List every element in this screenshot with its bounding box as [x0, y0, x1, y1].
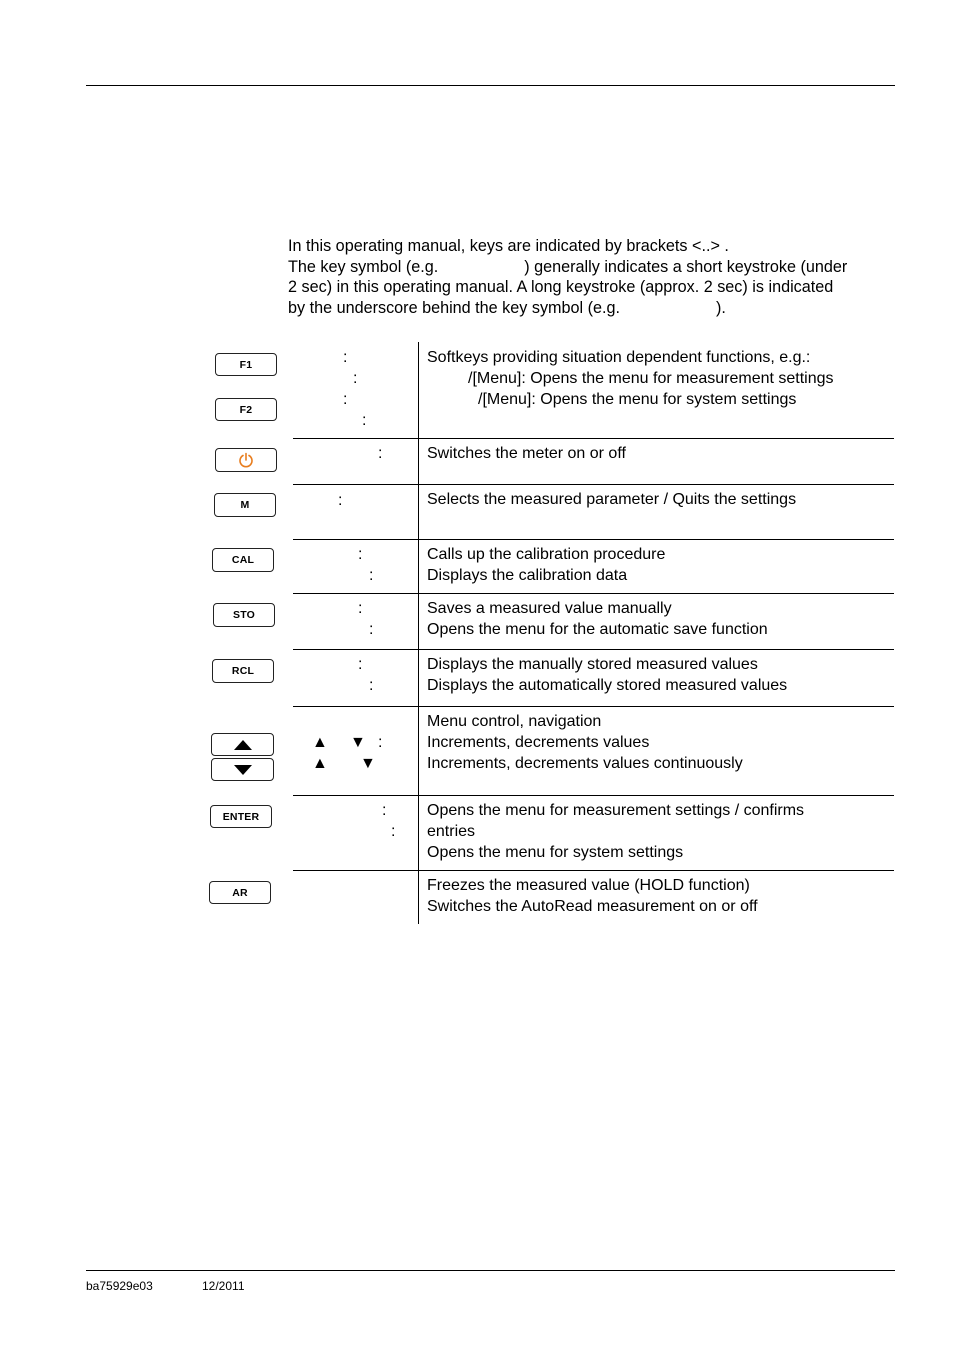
enter-description [427, 800, 889, 863]
m-description [427, 489, 889, 510]
desc-line: Increments, decrements values continuously [427, 755, 743, 772]
colon-marker: : [358, 600, 363, 617]
desc-line: Displays the manually stored measured values [427, 656, 758, 673]
desc-line: Calls up the calibration procedure [427, 546, 666, 563]
ar-key[interactable]: AR [209, 881, 271, 904]
desc-line: Opens the menu for the automatic save function [427, 621, 768, 638]
f2-key[interactable]: F2 [215, 398, 277, 421]
intro-line-4 [288, 298, 898, 319]
colon-marker: : [353, 370, 358, 387]
intro-line-1: In this operating manual, keys are indicated by brackets <..> . [288, 237, 729, 255]
colon-marker: : [343, 391, 348, 408]
intro-line-2a: The key symbol (e.g. [288, 257, 439, 276]
desc-line: Displays the calibration data [427, 567, 628, 584]
desc-line: entries [427, 823, 476, 840]
colon-marker: : [369, 621, 374, 638]
sto-description [427, 598, 889, 640]
enter-key[interactable]: ENTER [210, 805, 272, 828]
desc-line: Menu control, navigation [427, 713, 602, 730]
row-divider [293, 706, 894, 707]
intro-text [288, 236, 898, 318]
desc-line: Saves a measured value manually [427, 600, 672, 617]
down-key[interactable] [211, 758, 274, 781]
triangle-down-glyph: ▼ [360, 755, 376, 772]
colon-marker: : [369, 567, 374, 584]
cal-key[interactable]: CAL [212, 548, 274, 572]
cal-description [427, 544, 889, 586]
row-divider [293, 484, 894, 485]
header-rule [86, 85, 895, 86]
desc-line: Freezes the measured value (HOLD function) [427, 877, 750, 894]
footer-doc-id: ba75929e03 [86, 1279, 153, 1293]
intro-line-2b: ) generally indicates a short keystroke (under [524, 257, 848, 276]
colon-marker: : [378, 445, 383, 462]
f1-key[interactable]: F1 [215, 353, 277, 376]
colon-marker: : [378, 734, 383, 751]
power-description [427, 443, 889, 464]
desc-line: /[Menu]: Opens the menu for measurement settings [468, 370, 834, 387]
power-icon [238, 452, 254, 468]
arrow-up-icon [234, 740, 252, 750]
colon-marker: : [391, 823, 396, 840]
desc-line: Opens the menu for measurement settings / confirms [427, 802, 805, 819]
arrows-description [427, 711, 889, 774]
desc-line: Switches the meter on or off [427, 445, 626, 462]
rcl-key[interactable]: RCL [212, 659, 274, 683]
colon-marker: : [358, 656, 363, 673]
m-key[interactable]: M [214, 493, 276, 517]
colon-marker: : [338, 492, 343, 509]
desc-line: Switches the AutoRead measurement on or off [427, 898, 758, 915]
row-divider [293, 539, 894, 540]
ar-description [427, 875, 889, 917]
desc-line: Displays the automatically stored measured values [427, 677, 788, 694]
rcl-description [427, 654, 889, 696]
colon-marker: : [358, 546, 363, 563]
intro-line-4a: by the underscore behind the key symbol (e.g. [288, 298, 621, 317]
desc-line: Selects the measured parameter / Quits the settings [427, 491, 797, 508]
colon-marker: : [362, 412, 367, 429]
sto-key[interactable]: STO [213, 603, 275, 627]
footer-date: 12/2011 [202, 1279, 245, 1293]
colon-marker: : [369, 677, 374, 694]
power-key[interactable] [215, 448, 277, 472]
triangle-up-glyph: ▲ [312, 755, 328, 772]
intro-line-4b: ). [716, 298, 726, 317]
colon-marker: : [343, 349, 348, 366]
up-key[interactable] [211, 733, 274, 756]
triangle-down-glyph: ▼ [350, 734, 366, 751]
desc-line: Opens the menu for system settings [427, 844, 684, 861]
softkeys-description [427, 347, 889, 410]
row-divider [293, 795, 894, 796]
triangle-up-glyph: ▲ [312, 734, 328, 751]
footer-rule [86, 1270, 895, 1271]
desc-line: Increments, decrements values [427, 734, 650, 751]
desc-line: /[Menu]: Opens the menu for system settings [478, 391, 797, 408]
row-divider [293, 438, 894, 439]
intro-line-2 [288, 257, 898, 278]
row-divider [293, 870, 894, 871]
intro-line-3: 2 sec) in this operating manual. A long keystroke (approx. 2 sec) is indicated [288, 278, 834, 297]
colon-marker: : [382, 802, 387, 819]
row-divider [293, 593, 894, 594]
table-column-divider [418, 342, 419, 924]
row-divider [293, 649, 894, 650]
arrow-down-icon [234, 765, 252, 775]
desc-line: Softkeys providing situation dependent functions, e.g.: [427, 349, 811, 366]
